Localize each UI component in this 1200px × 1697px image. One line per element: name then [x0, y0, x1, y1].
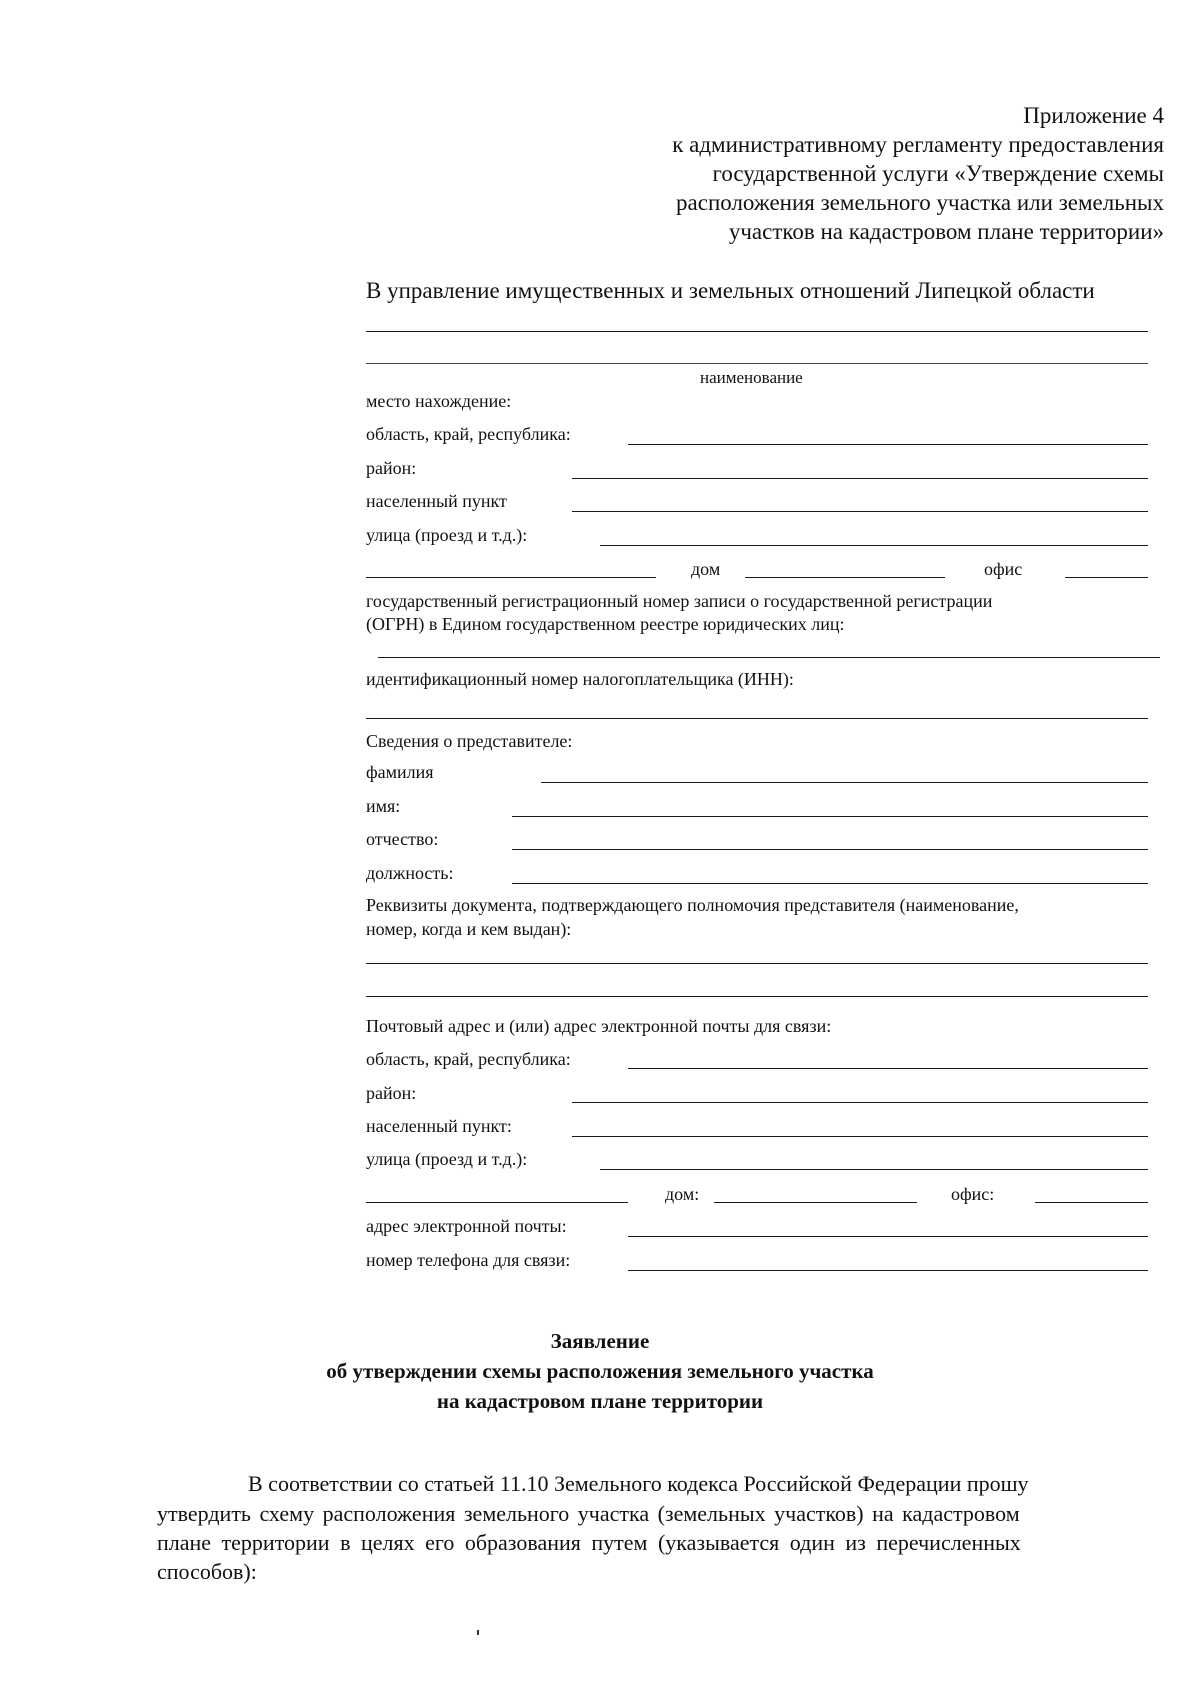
- region-field[interactable]: [628, 444, 1148, 445]
- phone-field[interactable]: [628, 1270, 1148, 1271]
- street-label: улица (проезд и т.д.):: [366, 525, 528, 545]
- appendix-line-4: расположения земельного участка или земельных: [676, 190, 1164, 215]
- first-name-label: имя:: [366, 796, 401, 816]
- contact-region-label: область, край, республика:: [366, 1049, 571, 1069]
- patronymic-label: отчество:: [366, 829, 439, 849]
- contact-house-field[interactable]: [714, 1202, 917, 1203]
- house-label: дом: [691, 559, 721, 579]
- contact-street-continuation-field[interactable]: [366, 1202, 628, 1203]
- phone-label: номер телефона для связи:: [366, 1250, 571, 1270]
- contact-office-label: офис:: [951, 1184, 995, 1204]
- house-field[interactable]: [745, 577, 945, 578]
- authority-doc-field-1[interactable]: [366, 963, 1148, 964]
- applicant-name-field-2[interactable]: [366, 363, 1148, 364]
- contact-settlement-label: населенный пункт:: [366, 1116, 512, 1136]
- statement-paragraph-line-3: плане территории в целях его образования путем (указывается один из перечисленных: [157, 1530, 1021, 1555]
- position-label: должность:: [366, 863, 454, 883]
- email-label: адрес электронной почты:: [366, 1216, 567, 1236]
- contact-house-label: дом:: [665, 1184, 700, 1204]
- statement-subtitle-line-1: об утверждении схемы расположения земельного участка: [326, 1359, 874, 1383]
- statement-paragraph-line-1: В соответствии со статьей 11.10 Земельного кодекса Российской Федерации прошу: [248, 1471, 1029, 1496]
- street-field[interactable]: [600, 545, 1148, 546]
- appendix-line-5: участков на кадастровом плане территории»: [728, 219, 1164, 244]
- statement-paragraph-line-4: способов):: [157, 1559, 257, 1584]
- appendix-number: Приложение 4: [1023, 103, 1164, 128]
- surname-label: фамилия: [366, 762, 434, 782]
- settlement-label: населенный пункт: [366, 491, 507, 511]
- representative-heading: Сведения о представителе:: [366, 731, 573, 751]
- authority-doc-label-line-2: номер, когда и кем выдан):: [366, 919, 572, 939]
- contact-region-field[interactable]: [628, 1068, 1148, 1069]
- first-name-field[interactable]: [512, 816, 1148, 817]
- statement-subtitle-line-2: на кадастровом плане территории: [436, 1389, 764, 1413]
- ogrn-label-line-2: (ОГРН) в Едином государственном реестре юридических лиц:: [366, 614, 845, 634]
- contact-street-field[interactable]: [600, 1169, 1148, 1170]
- district-label: район:: [366, 458, 417, 478]
- region-label: область, край, республика:: [366, 424, 571, 444]
- email-field[interactable]: [628, 1236, 1148, 1237]
- ogrn-field[interactable]: [378, 657, 1160, 658]
- contact-office-field[interactable]: [1035, 1202, 1148, 1203]
- appendix-line-3: государственной услуги «Утверждение схемы: [712, 161, 1164, 186]
- office-field[interactable]: [1065, 577, 1148, 578]
- contact-district-label: район:: [366, 1083, 417, 1103]
- street-continuation-field[interactable]: [366, 577, 656, 578]
- contact-heading: Почтовый адрес и (или) адрес электронной почты для связи:: [366, 1016, 832, 1036]
- contact-district-field[interactable]: [572, 1102, 1148, 1103]
- applicant-name-field-1[interactable]: [366, 331, 1148, 332]
- location-label: место нахождение:: [366, 391, 512, 411]
- position-field[interactable]: [512, 883, 1148, 884]
- name-caption: наименование: [700, 368, 803, 387]
- inn-field[interactable]: [366, 718, 1148, 719]
- inn-label: идентификационный номер налогоплательщика (ИНН):: [366, 669, 794, 689]
- district-field[interactable]: [572, 478, 1148, 479]
- contact-settlement-field[interactable]: [572, 1136, 1148, 1137]
- authority-doc-label-line-1: Реквизиты документа, подтверждающего полномочия представителя (наименование,: [366, 895, 1019, 915]
- statement-title: Заявление: [550, 1329, 650, 1353]
- authority-doc-field-2[interactable]: [366, 996, 1148, 997]
- appendix-line-2: к административному регламенту предоставления: [672, 132, 1164, 157]
- patronymic-field[interactable]: [512, 849, 1148, 850]
- office-label: офис: [984, 559, 1023, 579]
- scan-speck: [477, 1630, 479, 1635]
- settlement-field[interactable]: [572, 511, 1148, 512]
- statement-paragraph-line-2: утвердить схему расположения земельного участка (земельных участков) на кадастровом: [157, 1501, 1020, 1526]
- ogrn-label-line-1: государственный регистрационный номер записи о государственной регистрации: [366, 591, 993, 611]
- addressee: В управление имущественных и земельных отношений Липецкой области: [366, 278, 1095, 303]
- surname-field[interactable]: [541, 782, 1148, 783]
- contact-street-label: улица (проезд и т.д.):: [366, 1149, 528, 1169]
